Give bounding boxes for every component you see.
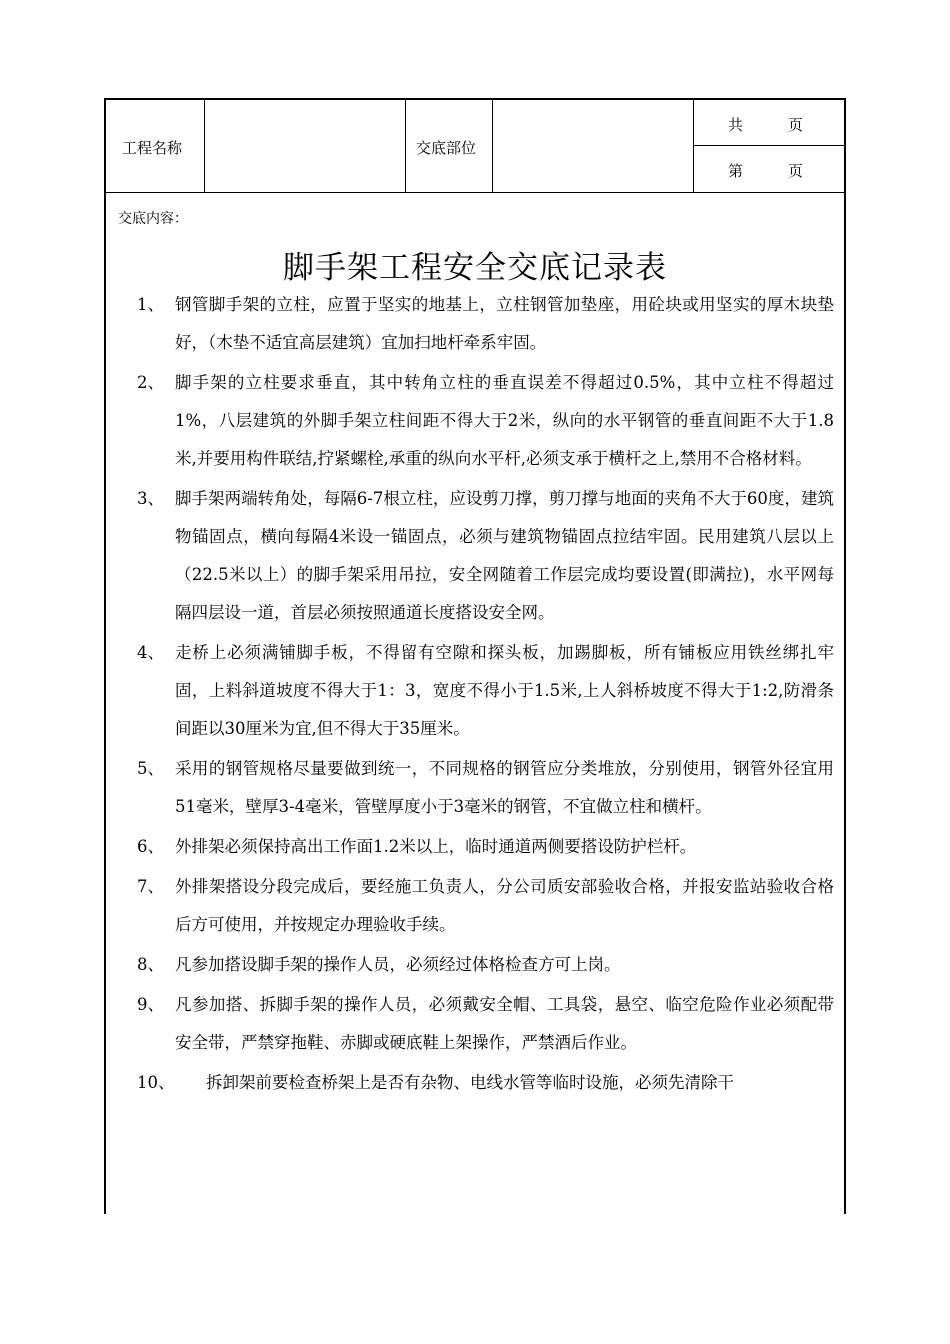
item-text: 拆卸架前要检查桥架上是否有杂物、电线水管等临时设施，必须先清除干 [206,1073,734,1092]
item-number: 6、 [137,837,164,856]
divider [693,145,844,146]
header-table [106,100,844,193]
divider [204,100,205,192]
page-title: 脚手架工程安全交底记录表 [283,250,667,286]
divider [492,100,493,192]
list-item [106,828,844,866]
list-item [106,1064,844,1102]
list-item [106,364,844,478]
item-number: 4、 [137,643,164,662]
item-number: 5、 [137,759,164,778]
list-item [106,868,844,944]
item-text: 外排架必须保持高出工作面1.2米以上，临时通道两侧要搭设防护栏杆。 [175,837,697,856]
project-name-label: 工程名称 [122,139,183,157]
safety-items-list [106,286,844,1104]
item-text: 凡参加搭设脚手架的操作人员，必须经过体格检查方可上岗。 [175,955,621,974]
record-sheet [104,98,846,1214]
item-number: 9、 [137,995,164,1014]
item-number: 7、 [137,877,164,896]
item-number: 1、 [137,295,164,314]
item-text: 走桥上必须满铺脚手板，不得留有空隙和探头板，加踢脚板，所有铺板应用铁丝绑扎牢固，上料斜道坡度不得大于1：3，宽度不得小于1.5米,上人斜桥坡度不得大于1:2,防滑条间距以30厘米为宜,但不得大于35厘米。 [175,643,834,738]
list-item [106,750,844,826]
item-number: 10、 [137,1073,175,1092]
list-item [106,286,844,362]
page-number: 第 页 [728,162,804,180]
item-text: 脚手架的立柱要求垂直，其中转角立柱的垂直误差不得超过0.5%，其中立柱不得超过1%，八层建筑的外脚手架立柱间距不得大于2米，纵向的水平钢管的垂直间距不大于1.8米,并要用构件联结,拧紧螺栓,承重的纵向水平杆,必须支承于横杆之上,禁用不合格材料。 [175,373,834,468]
item-number: 3、 [137,489,164,508]
item-text: 脚手架两端转角处，每隔6-7根立柱，应设剪刀撑，剪刀撑与地面的夹角不大于60度，建筑物锚固点，横向每隔4米设一锚固点，必须与建筑物锚固点拉结牢固。民用建筑八层以上（22.5米以上）的脚手架采用吊拉，安全网随着工作层完成均要设置(即满拉)，水平网每隔四层设一道，首层必须按照通道长度搭设安全网。 [175,489,834,622]
list-item [106,634,844,748]
location-label: 交底部位 [416,139,477,157]
divider [405,100,406,192]
list-item [106,986,844,1062]
list-item [106,946,844,984]
item-text: 采用的钢管规格尽量要做到统一，不同规格的钢管应分类堆放，分别使用，钢管外径宜用51毫米，壁厚3-4毫米，管壁厚度小于3毫米的钢管，不宜做立柱和横杆。 [175,759,834,816]
item-text: 钢管脚手架的立柱，应置于坚实的地基上，立柱钢管加垫座，用砼块或用坚实的厚木块垫好，（木垫不适宜高层建筑）宜加扫地杆牵系牢固。 [175,295,834,352]
item-number: 8、 [137,955,164,974]
item-text: 外排架搭设分段完成后，要经施工负责人，分公司质安部验收合格，并报安监站验收合格后方可使用，并按规定办理验收手续。 [175,877,834,934]
content-label: 交底内容： [118,211,188,227]
total-pages: 共 页 [728,116,804,134]
item-number: 2、 [137,373,164,392]
list-item [106,480,844,632]
divider [693,100,694,192]
item-text: 凡参加搭、拆脚手架的操作人员，必须戴安全帽、工具袋，悬空、临空危险作业必须配带安全带，严禁穿拖鞋、赤脚或硬底鞋上架操作，严禁酒后作业。 [175,995,834,1052]
